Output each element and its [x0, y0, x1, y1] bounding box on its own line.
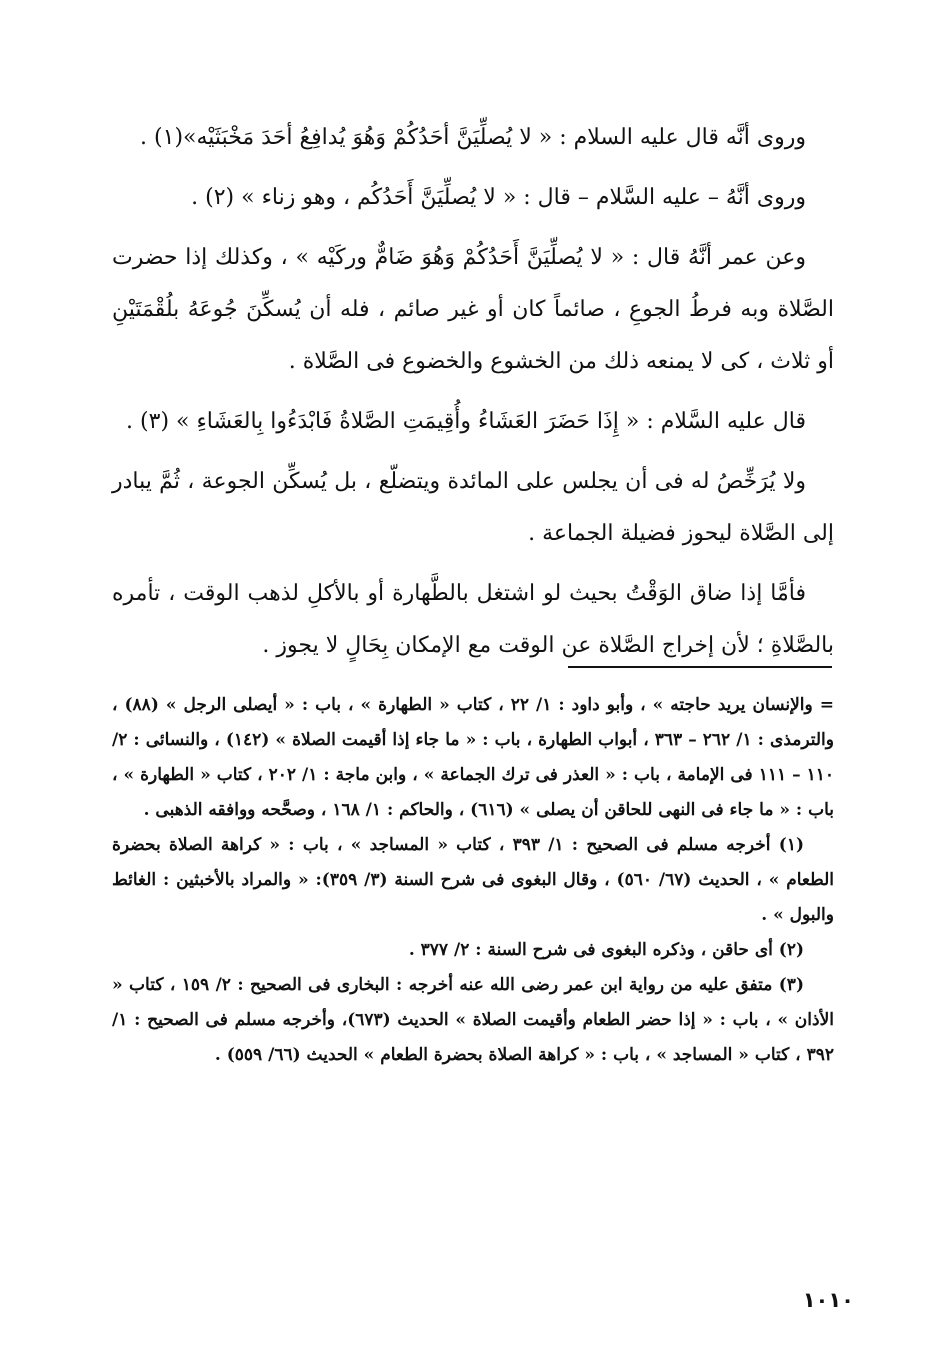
main-paragraph-3: وعن عمر أنَّهُ قال : « لا يُصلِّيَنَّ أَحَدُكُمْ وَهُوَ ضَامٌّ وركَيْه » ، وكذلك إذا حضرت الصَّلاة وبه فرطُ الجوعِ ، صائماً كان أو غير صائم ، فله أن يُسكِّنَ جُوعَهُ بلُقْمَتَيْنِ أو ثلاث ، كى لا يمنعه ذلك من الخشوع والخضوع فى الصَّلاة .: [112, 245, 834, 374]
footnote-2: (٢) أى حاقن ، وذكره البغوى فى شرح السنة : ٢/ ٣٧٧ .: [408, 940, 804, 960]
page-number: ١٠١٠: [802, 1288, 854, 1312]
main-paragraph-2: وروى أنَّهُ – عليه السَّلام – قال : « لا يُصلِّيَنَّ أَحَدُكُم ، وهو زناء » (٢) .: [191, 185, 806, 210]
main-paragraph-6: فأمَّا إذا ضاق الوَقْتُ بحيث لو اشتغل بالطَّهارة أو بالأكلِ لذهب الوقت ، تأمره بالصَّلاةِ ؛ لأن إخراج الصَّلاة عن الوقت مع الإمكان بِحَالٍ لا يجوز .: [112, 581, 834, 658]
footnote-divider: [568, 666, 832, 668]
footnotes: [112, 688, 834, 1073]
main-text: [112, 112, 834, 680]
main-paragraph-5: ولا يُرَخِّصُ له فى أن يجلس على المائدة ويتضلّع ، بل يُسكِّن الجوعة ، ثُمَّ يبادر إلى الصَّلاة ليحوز فضيلة الجماعة .: [112, 469, 834, 546]
footnote-continuation: = والإنسان يريد حاجته » ، وأبو داود : ١/ ٢٢ ، كتاب « الطهارة » ، باب : « أيصلى الرجل » (٨٨) ، والترمذى : ١/ ٢٦٢ – ٣٦٣ ، أبواب الطهارة ، باب : « ما جاء إذا أقيمت الصلاة » (١٤٢) ، والنسائى : ٢/ ١١٠ – ١١١ فى الإمامة ، باب : « العذر فى ترك الجماعة » ، وابن ماجة : ١/ ٢٠٢ ، كتاب « الطهارة » ، باب : « ما جاء فى النهى للحاقن أن يصلى » (٦١٦) ، والحاكم : ١/ ١٦٨ ، وصحَّحه ووافقه الذهبى .: [112, 695, 835, 820]
main-paragraph-4: قال عليه السَّلام : « إِذَا حَضَرَ العَشَاءُ وأُقِيمَتِ الصَّلاةُ فَابْدَءُوا بِالعَشَاءِ » (٣) .: [126, 409, 806, 434]
main-paragraph-1: وروى أنَّه قال عليه السلام : « لا يُصلِّيَنَّ أحَدُكُمْ وَهُوَ يُدافِعُ أحَدَ مَخْبَثَيْه»(١) .: [140, 125, 806, 150]
footnote-3: (٣) متفق عليه من رواية ابن عمر رضى الله عنه أخرجه : البخارى فى الصحيح : ٢/ ١٥٩ ، كتاب « الأذان » ، باب : « إذا حضر الطعام وأقيمت الصلاة » الحديث (٦٧٣)، وأخرجه مسلم فى الصحيح : ١/ ٣٩٢ ، كتاب « المساجد » ، باب : « كراهة الصلاة بحضرة الطعام » الحديث (٦٦/ ٥٥٩) .: [112, 975, 835, 1065]
footnote-1: (١) أخرجه مسلم فى الصحيح : ١/ ٣٩٣ ، كتاب « المساجد » ، باب : « كراهة الصلاة بحضرة الطعام » ، الحديث (٦٧/ ٥٦٠) ، وقال البغوى فى شرح السنة (٣/ ٣٥٩): « والمراد بالأخبثين : الغائط والبول » .: [112, 835, 834, 925]
